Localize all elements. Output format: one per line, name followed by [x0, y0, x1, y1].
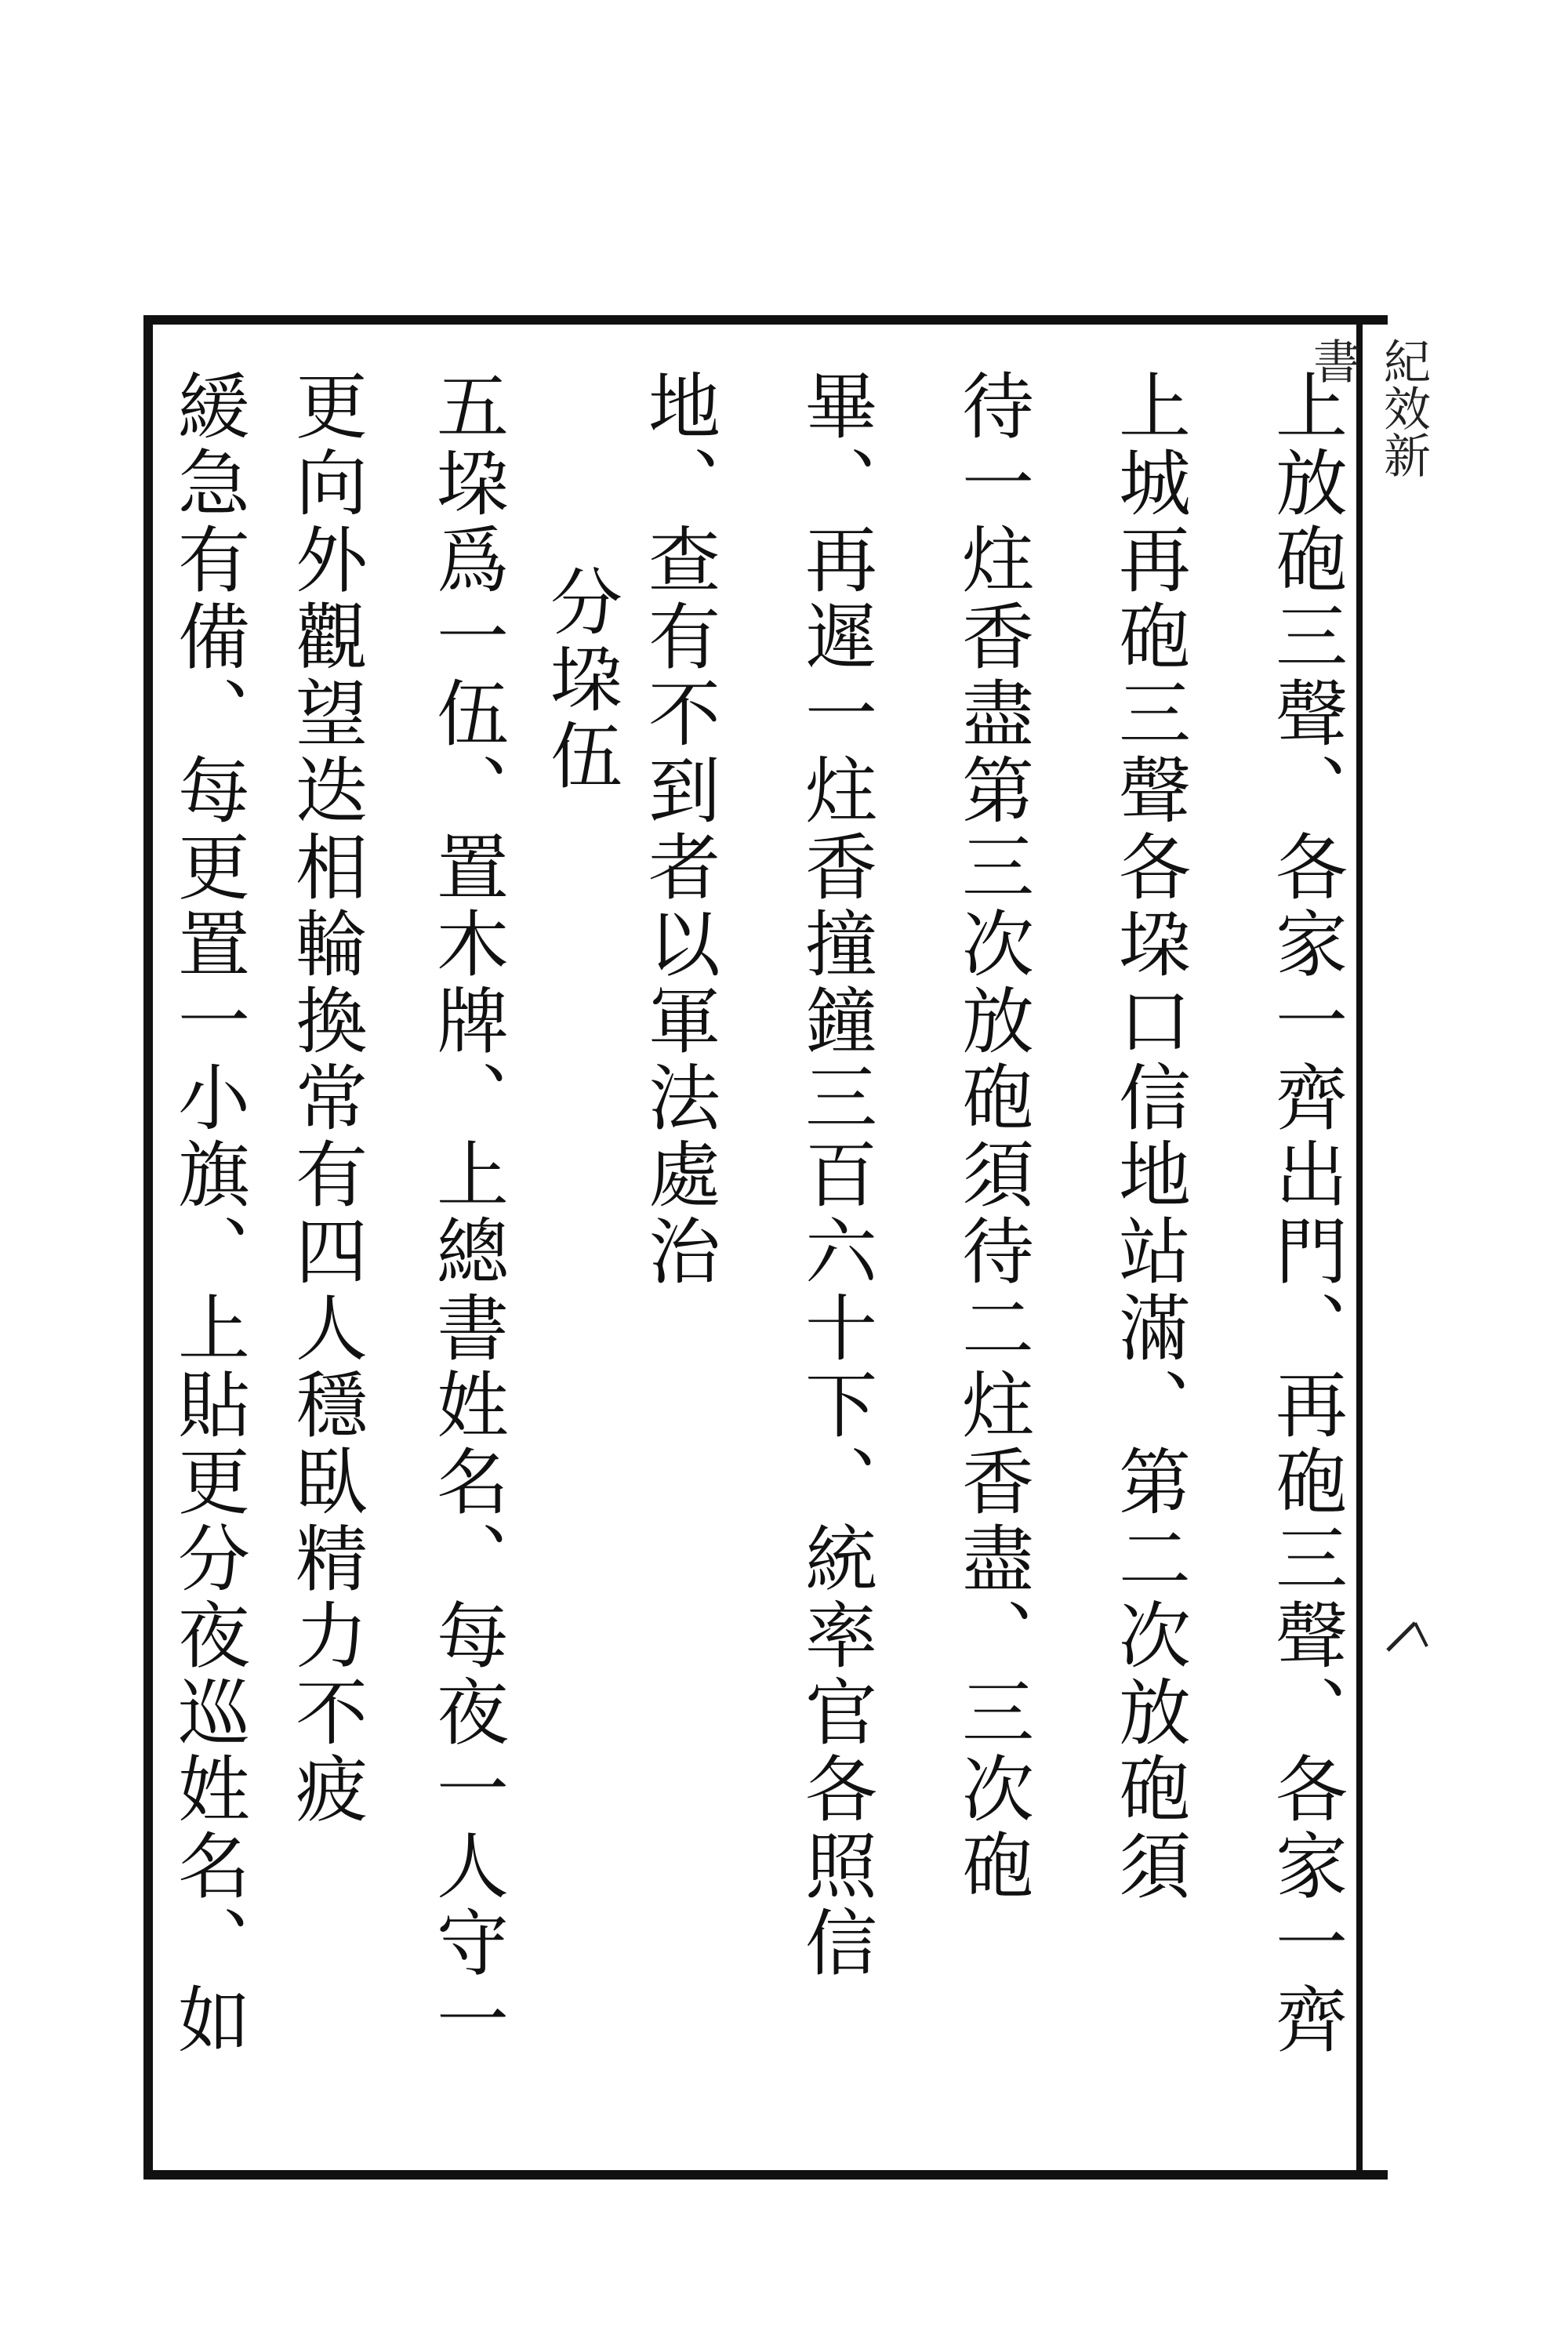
- running-head: 紀效新書: [1305, 337, 1431, 478]
- text-column-4: 畢、再遲一炷香撞鐘三百六十下、統率官各照信: [793, 368, 877, 1982]
- text-column-3: 待一炷香盡第三次放砲須待二炷香盡、三次砲: [950, 368, 1034, 1905]
- margin-mark-icon: [1384, 1615, 1431, 1662]
- text-column-6: 五垜爲一伍、置木牌、上總書姓名、每夜一人守一: [425, 368, 509, 2059]
- border-right-rule: [1356, 315, 1363, 2180]
- text-column-5: 地、查有不到者以軍法處治: [637, 368, 720, 1290]
- text-column-2: 上城再砲三聲各垜口信地站滿、第二次放砲須: [1107, 368, 1191, 1905]
- text-column-7: 更向外觀望迭相輪換常有四人穩臥精力不疲: [284, 368, 368, 1828]
- section-heading: 分垜伍: [539, 564, 622, 795]
- text-column-8: 緩急有備、每更置一小旗、上貼更分夜巡姓名、如: [166, 368, 250, 2059]
- text-column-1: 上放砲三聲、各家一齊出門、再砲三聲、各家一齊: [1264, 368, 1348, 2059]
